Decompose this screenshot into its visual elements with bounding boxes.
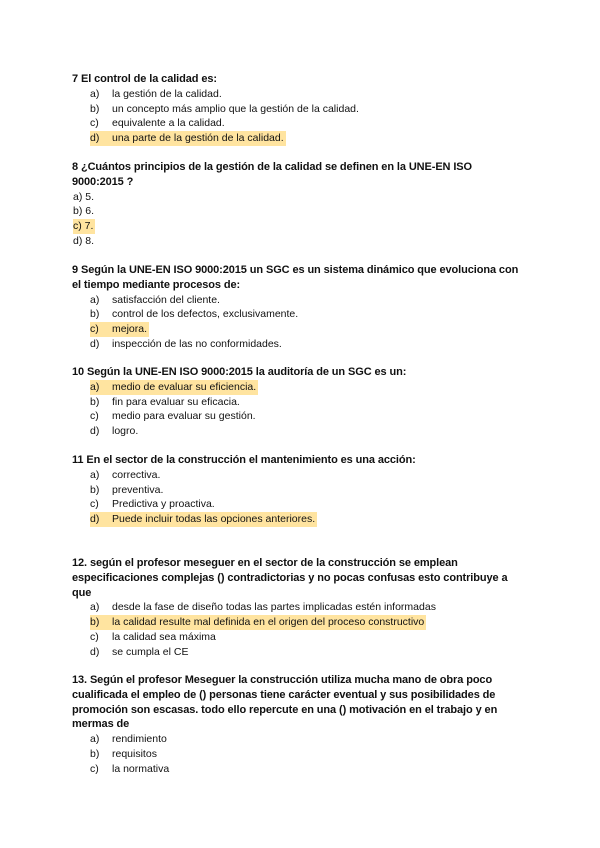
option-a-highlighted <box>90 380 600 395</box>
option-d-highlighted <box>90 512 600 527</box>
option-a <box>90 468 600 483</box>
option-a <box>90 87 600 102</box>
question-title: 7 El control de la calidad es: <box>72 73 217 85</box>
option-text: Puede incluir todas las opciones anteriores. <box>112 513 316 526</box>
question-10 <box>0 365 600 439</box>
question-11 <box>0 453 600 527</box>
option-text: fin para evaluar su eficacia. <box>112 395 240 408</box>
options-list <box>0 293 600 352</box>
question-9 <box>0 263 600 352</box>
option-a <box>73 190 600 205</box>
option-text: una parte de la gestión de la calidad. <box>112 132 284 145</box>
option-label: a) <box>73 190 83 203</box>
option-label: b) <box>90 308 100 321</box>
option-label: a) <box>90 733 100 746</box>
option-a <box>90 293 600 308</box>
option-text: la gestión de la calidad. <box>112 87 222 100</box>
option-label: d) <box>90 131 110 146</box>
question-title: 10 Según la UNE-EN ISO 9000:2015 la auditoría de un SGC es un: <box>72 366 407 378</box>
option-label: b) <box>90 102 100 115</box>
option-text: preventiva. <box>112 483 164 496</box>
option-label: d) <box>73 234 83 247</box>
option-label: a) <box>90 468 100 481</box>
option-text: mejora. <box>112 323 148 336</box>
option-c <box>90 497 600 512</box>
option-d <box>90 424 600 439</box>
option-b-highlighted <box>90 615 600 630</box>
option-b <box>90 307 600 322</box>
option-a <box>90 732 600 747</box>
option-label: d) <box>90 512 110 527</box>
option-text: inspección de las no conformidades. <box>112 337 282 350</box>
option-text: rendimiento <box>112 733 167 746</box>
option-text: 7. <box>84 220 94 233</box>
option-text: se cumpla el CE <box>112 645 189 658</box>
question-title: 9 Según la UNE-EN ISO 9000:2015 un SGC es un sistema dinámico que evoluciona con el tiempo mediante procesos de: <box>72 264 519 291</box>
option-c <box>90 630 600 645</box>
option-text: la normativa <box>112 762 170 775</box>
question-title: 13. Según el profesor Meseguer la construcción utiliza mucha mano de obra poco cualificada el empleo de () personas tiene carácter eventual y sus posibilidades de promoción son escasas. todo ello repercute en una () motivación en el trabajo y en mermas de <box>72 674 498 731</box>
question-13 <box>0 673 600 777</box>
option-label: c) <box>90 630 99 643</box>
question-title: 12. según el profesor meseguer en el sector de la construcción se emplean especificaciones complejas () contradictorias y no pocas confusas esto contribuye a que <box>72 557 508 599</box>
question-8 <box>0 160 600 249</box>
option-label: b) <box>90 615 110 630</box>
option-label: b) <box>73 205 83 218</box>
options-list <box>0 600 600 659</box>
option-label: a) <box>90 293 100 306</box>
option-text: 5. <box>85 190 95 203</box>
option-text: equivalente a la calidad. <box>112 117 225 130</box>
option-label: a) <box>90 87 100 100</box>
option-label: d) <box>90 425 100 438</box>
option-d <box>73 234 600 249</box>
option-highlight <box>73 219 95 234</box>
option-c-highlighted <box>90 322 600 337</box>
option-text: control de los defectos, exclusivamente. <box>112 308 299 321</box>
option-d <box>90 337 600 352</box>
option-label: c) <box>90 410 99 423</box>
option-d <box>90 645 600 660</box>
option-text: medio para evaluar su gestión. <box>112 410 256 423</box>
option-text: desde la fase de diseño todas las partes implicadas estén informadas <box>112 601 436 614</box>
option-label: b) <box>90 395 100 408</box>
options-list <box>0 190 600 249</box>
option-d-highlighted <box>90 131 600 146</box>
option-text: requisitos <box>112 747 157 760</box>
option-label: d) <box>90 645 100 658</box>
option-c <box>90 409 600 424</box>
option-text: Predictiva y proactiva. <box>112 498 215 511</box>
option-label: c) <box>90 498 99 511</box>
question-12 <box>0 556 600 660</box>
option-text: 6. <box>85 205 95 218</box>
option-label: b) <box>90 747 100 760</box>
option-c <box>90 116 600 131</box>
option-b <box>90 395 600 410</box>
option-c <box>90 762 600 777</box>
option-text: satisfacción del cliente. <box>112 293 220 306</box>
option-b <box>73 204 600 219</box>
options-list <box>0 732 600 776</box>
option-label: d) <box>90 337 100 350</box>
option-text: la calidad sea máxima <box>112 630 216 643</box>
question-title: 8 ¿Cuántos principios de la gestión de la calidad se definen en la UNE-EN ISO 9000:2015 ? <box>72 161 472 188</box>
option-text: 8. <box>85 234 95 247</box>
option-label: c) <box>90 117 99 130</box>
options-list <box>0 468 600 527</box>
options-list <box>0 87 600 146</box>
option-c <box>73 219 600 234</box>
option-label: a) <box>90 601 100 614</box>
option-text: correctiva. <box>112 468 161 481</box>
option-b <box>90 483 600 498</box>
option-label: c) <box>73 220 82 233</box>
option-label: c) <box>90 322 110 337</box>
option-text: logro. <box>112 425 139 438</box>
option-label: c) <box>90 762 99 775</box>
option-b <box>90 747 600 762</box>
options-list <box>0 380 600 439</box>
option-b <box>90 102 600 117</box>
option-text: medio de evaluar su eficiencia. <box>112 380 257 393</box>
option-a <box>90 600 600 615</box>
question-7 <box>0 72 600 146</box>
option-label: a) <box>90 380 110 395</box>
option-text: un concepto más amplio que la gestión de la calidad. <box>112 102 359 115</box>
question-title: 11 En el sector de la construcción el mantenimiento es una acción: <box>72 454 416 466</box>
option-label: b) <box>90 483 100 496</box>
option-text: la calidad resulte mal definida en el origen del proceso constructivo <box>112 616 425 629</box>
